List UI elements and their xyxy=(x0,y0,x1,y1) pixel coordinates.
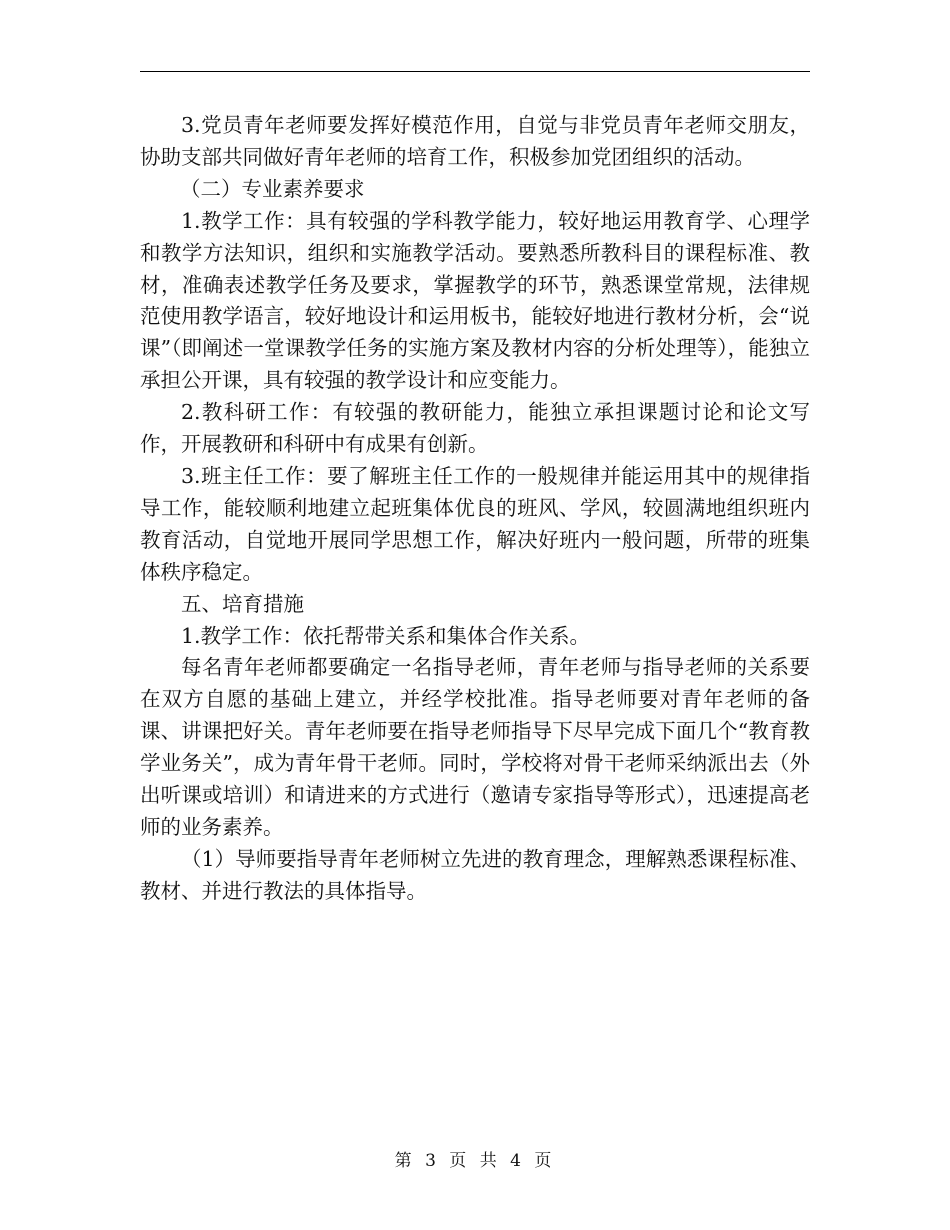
paragraph-party-member-role: 3.党员青年老师要发挥好模范作用，自觉与非党员青年老师交朋友，协助支部共同做好青年老师的培育工作，积极参加党团组织的活动。 xyxy=(140,113,810,169)
paragraph-research-work: 2.教科研工作：有较强的教研能力，能独立承担课题讨论和论文写作，开展教研和科研中有成果有创新。 xyxy=(140,400,810,457)
paragraph-teaching-work: 1.教学工作：具有较强的学科教学能力，较好地运用教育学、心理学和教学方法知识，组织和实施教学活动。要熟悉所教科目的课程标准、教材，准确表述教学任务及要求，掌握教学的环节，熟悉课堂常规，法律规范使用教学语言，较好地设计和运用板书，能较好地进行教材分析，会“说课”（即阐述一堂课教学任务的实施方案及教材内容的分析处理等），能独立承担公开课，具有较强的教学设计和应变能力。 xyxy=(140,208,810,393)
header-rule xyxy=(140,71,810,72)
paragraph-mentor-guidance: （1）导师要指导青年老师树立先进的教育理念，理解熟悉课程标准、教材、并进行教法的具体指导。 xyxy=(140,846,810,903)
paragraph-mentor-system: 每名青年老师都要确定一名指导老师，青年老师与指导老师的关系要在双方自愿的基础上建立，并经学校批准。指导老师要对青年老师的备课、讲课把好关。青年老师要在指导老师指导下尽早完成下面几个“教育教学业务关”，成为青年骨干老师。同时，学校将对骨干老师采纳派出去（外出听课或培训）和请进来的方式进行（邀请专家指导等形式），迅速提高老师的业务素养。 xyxy=(140,655,810,839)
paragraph-teaching-support: 1.教学工作：依托帮带关系和集体合作关系。 xyxy=(181,623,591,648)
subheading-professional-requirements: （二）专业素养要求 xyxy=(180,176,365,201)
paragraph-head-teacher-work: 3.班主任工作：要了解班主任工作的一般规律并能运用其中的规律指导工作，能较顺利地建立起班集体优良的班风、学风，较圆满地组织班内教育活动，自觉地开展同学思想工作，解决好班内一般问题，所带的班集体秩序稳定。 xyxy=(140,463,810,584)
heading-training-measures: 五、培育措施 xyxy=(181,591,304,616)
page-number-footer: 第 3 页 共 4 页 xyxy=(394,1151,556,1171)
document-body xyxy=(140,110,810,908)
